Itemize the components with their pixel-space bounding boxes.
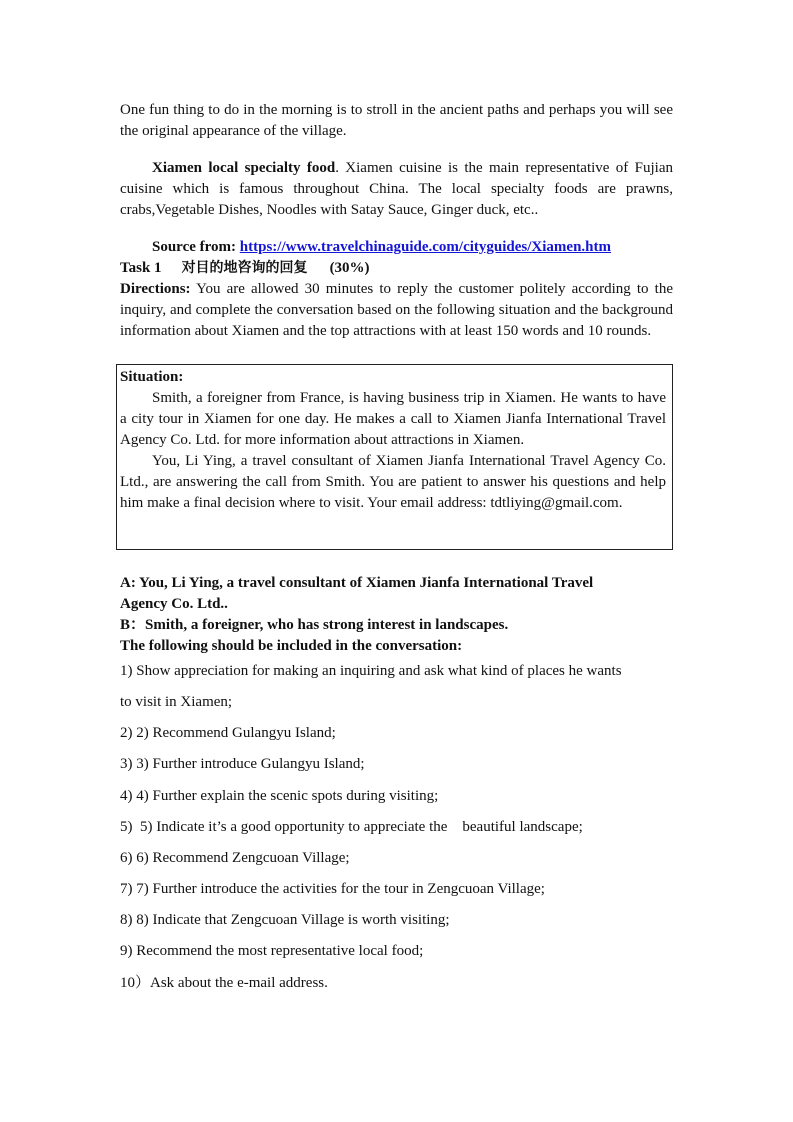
source-label: Source from: bbox=[152, 239, 240, 255]
list-item: 3) 3) Further introduce Gulangyu Island; bbox=[120, 756, 365, 772]
list-item: 6) 6) Recommend Zengcuoan Village; bbox=[120, 850, 350, 866]
village-paragraph: One fun thing to do in the morning is to stroll in the ancient paths and perhaps you will see the original appearance of the village. bbox=[120, 102, 673, 139]
list-item: 7) 7) Further introduce the activities for the tour in Zengcuoan Village; bbox=[120, 881, 545, 897]
role-a: A: You, Li Ying, a travel consultant of Xiamen Jianfa International Travel Agency Co. Ltd.. bbox=[120, 575, 594, 612]
list-item: 4) 4) Further explain the scenic spots during visiting; bbox=[120, 788, 439, 804]
food-heading: Xiamen local specialty food bbox=[152, 160, 336, 176]
food-paragraph bbox=[120, 158, 673, 221]
source-link[interactable]: https://www.travelchinaguide.com/cityguides/Xiamen.htm bbox=[239, 239, 612, 255]
list-item: 1) Show appreciation for making an inquiring and ask what kind of places he wants bbox=[120, 663, 622, 679]
list-item: to visit in Xiamen; bbox=[120, 694, 233, 710]
list-item: 8) 8) Indicate that Zengcuoan Village is worth visiting; bbox=[120, 912, 450, 928]
directions-paragraph bbox=[120, 279, 673, 342]
task-title-cn: 对目的地咨询的回复 bbox=[181, 260, 308, 276]
directions-label: Directions: bbox=[120, 281, 191, 297]
situation-heading: Situation: bbox=[120, 369, 184, 385]
situation-para-1: Smith, a foreigner from France, is having business trip in Xiamen. He wants to have a city tour in Xiamen for one day. He makes a call to Xiamen Jianfa International Travel Agency Co. Ltd. for more information about attractions in Xiamen. bbox=[120, 390, 666, 448]
task-weight: (30%) bbox=[329, 260, 370, 276]
food-text: . Xiamen cuisine is the main representative of Fujian cuisine which is famous throughout China. The local specialty foods are prawns, crabs,Vegetable Dishes, Noodles with Satay Sauce, Ginger duck, etc.. bbox=[120, 160, 673, 218]
role-b: B：Smith, a foreigner, who has strong interest in landscapes. bbox=[120, 617, 509, 633]
list-item: 2) 2) Recommend Gulangyu Island; bbox=[120, 725, 336, 741]
task-heading bbox=[120, 258, 673, 279]
list-item: 10）Ask about the e-mail address. bbox=[120, 975, 328, 991]
situation-para-2: You, Li Ying, a travel consultant of Xiamen Jianfa International Travel Agency Co. Ltd., are answering the call from Smith. You are patient to answer his questions and help him make a final decision where to visit. Your email address: tdtliying@gmail.com. bbox=[120, 453, 666, 511]
situation-box bbox=[116, 364, 673, 550]
task-label: Task 1 bbox=[120, 260, 162, 276]
source-line bbox=[120, 237, 712, 258]
directions-text: You are allowed 30 minutes to reply the customer politely according to the inquiry, and complete the conversation based on the following situation and the background information about Xiamen and the top attractions with at least 150 words and 10 rounds. bbox=[120, 281, 673, 339]
list-item: 5) 5) Indicate it’s a good opportunity to appreciate the beautiful landscape; bbox=[120, 819, 583, 835]
list-item: 9) Recommend the most representative local food; bbox=[120, 943, 424, 959]
included-heading: The following should be included in the conversation: bbox=[120, 638, 463, 654]
